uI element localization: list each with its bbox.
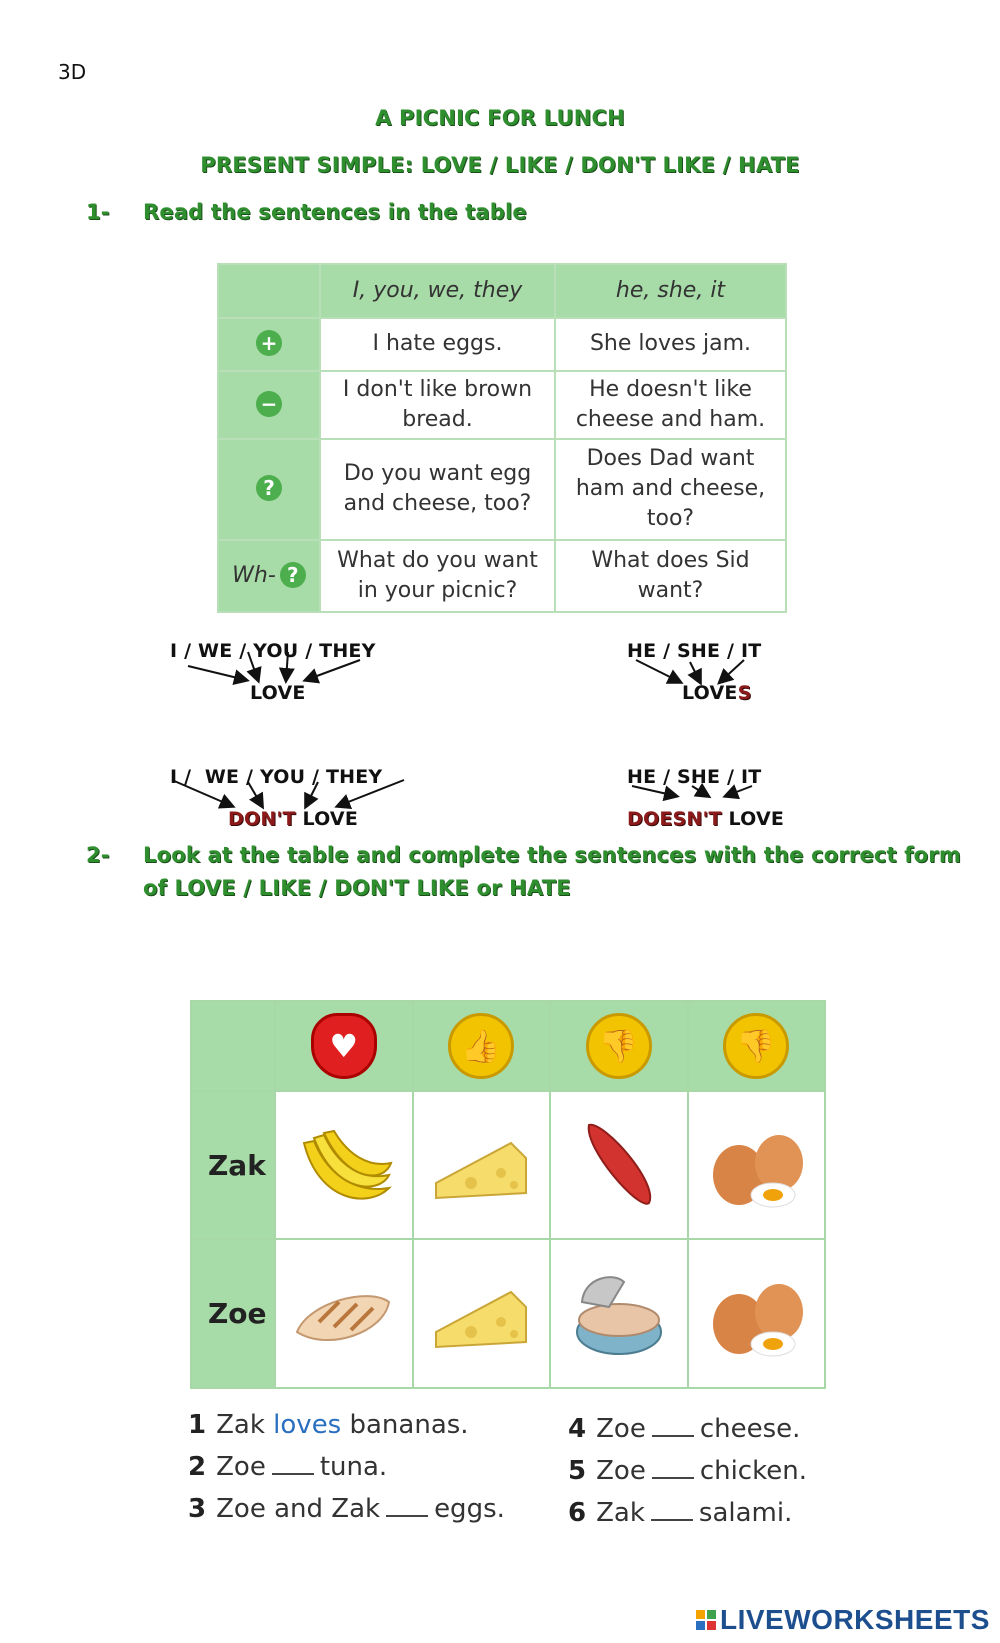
eggs-image <box>701 1113 811 1213</box>
plus-icon: + <box>256 330 282 356</box>
diagram-pos-left-subjects: I / WE / YOU / THEY <box>170 640 376 662</box>
chicken-image <box>289 1262 399 1362</box>
food-header-row <box>191 1001 825 1091</box>
grammar-cell: Does Dad want ham and cheese, too? <box>555 439 786 540</box>
thumbs-up-icon: 👍 <box>448 1013 514 1079</box>
task2-number: 2- <box>86 843 110 867</box>
wh-label: Wh- <box>232 562 276 588</box>
answer-blank[interactable] <box>651 1519 693 1521</box>
answer-blank[interactable] <box>652 1435 694 1437</box>
grammar-cell: I don't like brown bread. <box>320 371 555 439</box>
exercise-5: 5 Zoe chicken. <box>568 1456 807 1486</box>
exercise-3: 3 Zoe and Zak eggs. <box>188 1494 505 1524</box>
banana-image <box>289 1113 399 1213</box>
grammar-col-singular: he, she, it <box>555 264 786 318</box>
task2-instruction-line2: of LOVE / LIKE / DON'T LIKE or HATE <box>143 876 571 900</box>
food-preference-table <box>190 1000 826 1389</box>
question-icon: ? <box>256 475 282 501</box>
grammar-cell: What does Sid want? <box>555 540 786 612</box>
grammar-cell: Do you want egg and cheese, too? <box>320 439 555 540</box>
task1-instruction: Read the sentences in the table <box>143 200 527 224</box>
cheese-image <box>426 1113 536 1213</box>
diagram-neg-left-verb: DON'T LOVE <box>228 808 358 830</box>
diagram-neg-right-subjects: HE / SHE / IT <box>627 766 762 788</box>
logo-grid-icon <box>696 1610 716 1630</box>
grammar-cell: She loves jam. <box>555 318 786 370</box>
tuna-image <box>564 1262 674 1362</box>
diagram-pos-right-verb: LOVES <box>682 682 752 704</box>
answer-blank[interactable] <box>386 1515 428 1517</box>
diagram-neg-left-subjects: I / WE / YOU / THEY <box>170 766 383 788</box>
salami-image <box>564 1113 674 1213</box>
thumbs-down-icon: 👎 <box>586 1013 652 1079</box>
page-code: 3D <box>58 60 87 84</box>
grammar-cell: What do you want in your picnic? <box>320 540 555 612</box>
exercise-1: 1 Zak loves bananas. <box>188 1410 469 1440</box>
diagram-pos-right-subjects: HE / SHE / IT <box>627 640 762 662</box>
grammar-col-plural: I, you, we, they <box>320 264 555 318</box>
minus-icon: − <box>256 391 282 417</box>
double-thumbs-down-icon: 👎 <box>723 1013 789 1079</box>
exercise-6: 6 Zak salami. <box>568 1498 793 1528</box>
question-icon: ? <box>280 562 306 588</box>
page-subtitle: PRESENT SIMPLE: LOVE / LIKE / DON'T LIKE / HATE <box>200 153 800 177</box>
eggs-image <box>701 1262 811 1362</box>
row-name-zak: Zak <box>191 1091 275 1239</box>
grammar-cell: He doesn't like cheese and ham. <box>555 371 786 439</box>
task2-instruction-line1: Look at the table and complete the sentences with the correct form <box>143 843 961 867</box>
exercise-4: 4 Zoe cheese. <box>568 1414 801 1444</box>
row-name-zoe: Zoe <box>191 1239 275 1388</box>
cheese-image <box>426 1262 536 1362</box>
diagram-pos-left-verb: LOVE <box>250 682 306 704</box>
brand-text: LIVEWORKSHEETS <box>720 1604 990 1635</box>
answer-blank[interactable] <box>652 1477 694 1479</box>
exercise-2: 2 Zoe tuna. <box>188 1452 388 1482</box>
love-icon: ♥ <box>311 1013 377 1079</box>
suffix-s: S <box>737 682 752 704</box>
page-title: A PICNIC FOR LUNCH <box>375 106 625 130</box>
diagram-neg-right-verb: DOESN'T LOVE <box>627 808 785 830</box>
liveworksheets-logo <box>696 1604 990 1636</box>
task1-number: 1- <box>86 200 110 224</box>
answer-blank[interactable] <box>272 1473 314 1475</box>
grammar-cell: I hate eggs. <box>320 318 555 370</box>
answer-example: loves <box>273 1410 342 1440</box>
food-row-zoe <box>191 1239 825 1388</box>
food-row-zak <box>191 1091 825 1239</box>
